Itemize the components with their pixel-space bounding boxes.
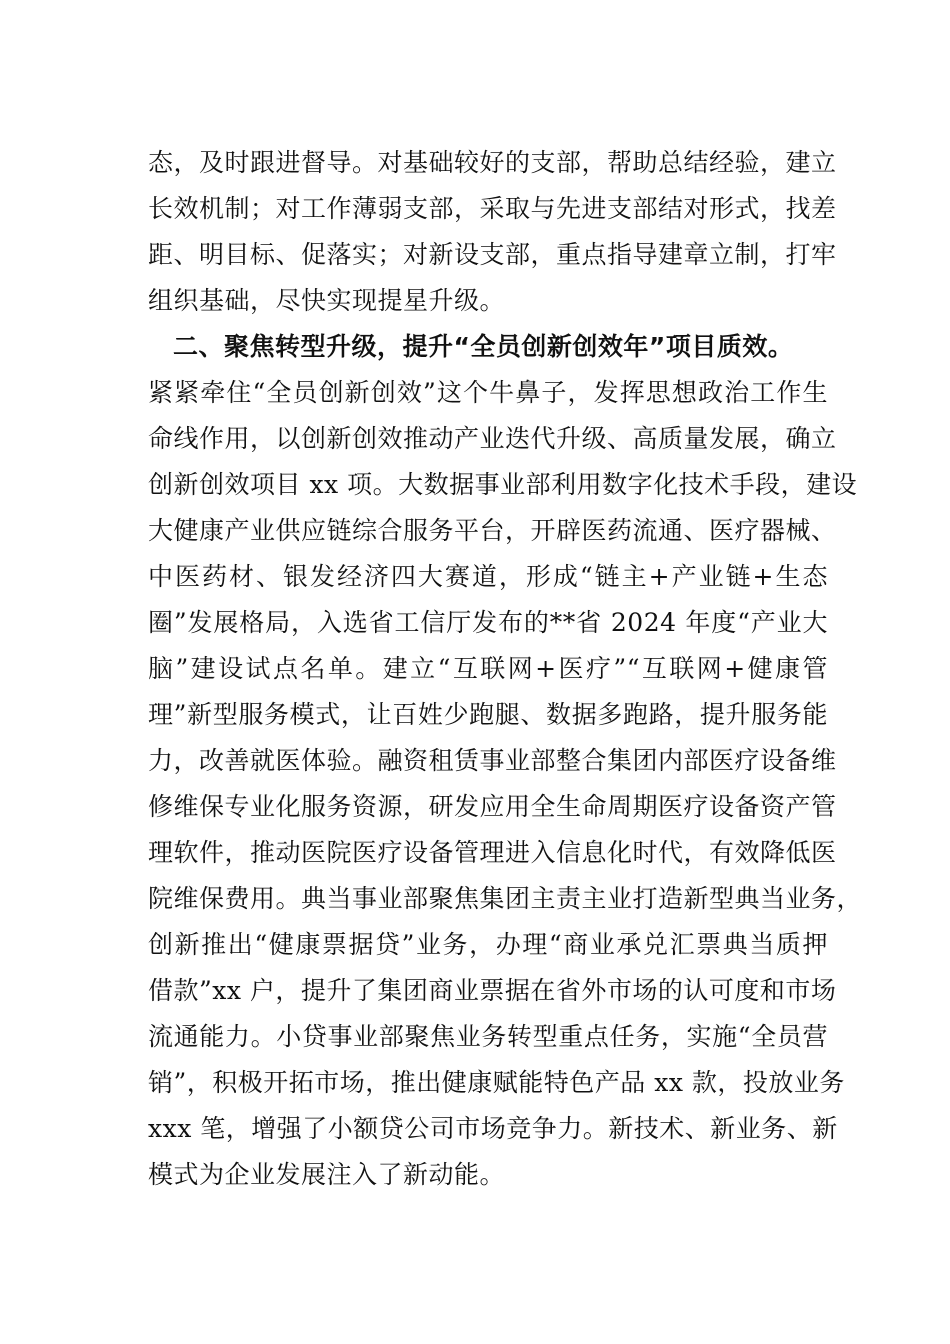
text-line: 院维保费用。典当事业部聚焦集团主责主业打造新型典当业务， — [148, 884, 863, 913]
paragraph-continuation — [148, 140, 837, 324]
text-line: 销”，积极开拓市场，推出健康赋能特色产品 xx 款，投放业务 — [148, 1068, 845, 1097]
text-line: 脑”建设试点名单。建立“互联网+医疗”“互联网+健康管 — [148, 654, 828, 683]
text-line: 大健康产业供应链综合服务平台，开辟医药流通、医疗器械、 — [148, 516, 837, 545]
text-line: 借款”xx 户，提升了集团商业票据在省外市场的认可度和市场 — [148, 976, 837, 1005]
section-heading: 二、聚焦转型升级，提升“全员创新创效年”项目质效。 — [173, 332, 794, 361]
text-line: 创新创效项目 xx 项。大数据事业部利用数字化技术手段，建设 — [148, 470, 858, 499]
text-line: 组织基础，尽快实现提星升级。 — [148, 286, 506, 315]
text-line: 修维保专业化服务资源，研发应用全生命周期医疗设备资产管 — [148, 792, 837, 821]
text-line: 圈”发展格局，入选省工信厅发布的**省 2024 年度“产业大 — [148, 608, 828, 637]
text-line: 理”新型服务模式，让百姓少跑腿、数据多跑路，提升服务能 — [148, 700, 828, 729]
text-line: 长效机制；对工作薄弱支部，采取与先进支部结对形式，找差 — [148, 194, 837, 223]
text-line: 命线作用，以创新创效推动产业迭代升级、高质量发展，确立 — [148, 424, 837, 453]
document-body — [148, 140, 863, 1198]
text-line: 态，及时跟进督导。对基础较好的支部，帮助总结经验，建立 — [148, 148, 837, 177]
text-line: xxx 笔，增强了小额贷公司市场竞争力。新技术、新业务、新 — [148, 1114, 838, 1143]
paragraph-body — [148, 370, 863, 1198]
text-line: 力，改善就医体验。融资租赁事业部整合集团内部医疗设备维 — [148, 746, 837, 775]
text-line: 创新推出“健康票据贷”业务，办理“商业承兑汇票典当质押 — [148, 930, 828, 959]
text-line: 中医药材、银发经济四大赛道，形成“链主+产业链+生态 — [148, 562, 828, 591]
text-line: 模式为企业发展注入了新动能。 — [148, 1160, 506, 1189]
text-line: 紧紧牵住“全员创新创效”这个牛鼻子，发挥思想政治工作生 — [148, 378, 828, 407]
text-line: 理软件，推动医院医疗设备管理进入信息化时代，有效降低医 — [148, 838, 837, 867]
text-line: 流通能力。小贷事业部聚焦业务转型重点任务，实施“全员营 — [148, 1022, 828, 1051]
text-line: 距、明目标、促落实；对新设支部，重点指导建章立制，打牢 — [148, 240, 837, 269]
